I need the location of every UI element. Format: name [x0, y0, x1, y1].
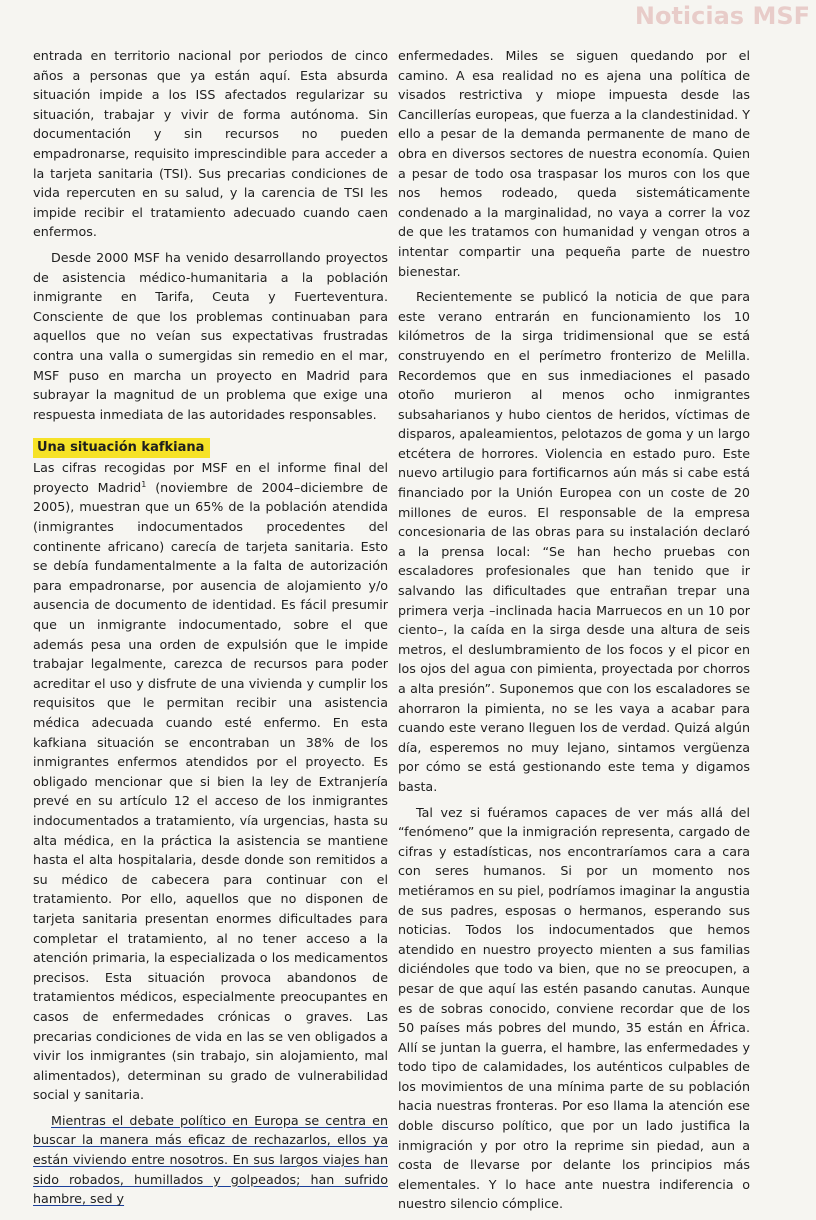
paragraph: Mientras el debate político en Europa se centra en buscar la manera más eficaz de rechazarlos, ellos ya están viviendo entre nosotros. En sus largos viajes han sido robados, humillados y golpeados; han sufrido hambre, sed y [33, 1112, 388, 1207]
paragraph: Desde 2000 MSF ha venido desarrollando proyectos de asistencia médico-humanitaria a la población inmigrante en Tarifa, Ceuta y Fuerteventura. Consciente de que los problemas continuaban para aquellos que no veían sus expectativas frustradas contra una valla o sumergidas sin remedio en el mar, MSF puso en marcha un proyecto en Madrid para subrayar la magnitud de un problema que exige una respuesta inmediata de las autoridades responsables. [33, 249, 388, 422]
paragraph-text: Las cifras recogidas por MSF en el informe final del proyecto Madrid [33, 460, 388, 495]
left-column [33, 46, 388, 1215]
bleed-through-header: Noticias MSF [634, 2, 810, 30]
paragraph-text: (noviembre de 2004–diciembre de 2005), muestran que un 65% de la población atendida (inmigrantes indocumentados procedentes del continente africano) carecía de tarjeta sanitaria. Esto se debía fundamentalmente a la falta de autorización para empadronarse, por ausencia de alojamiento y/o ausencia de documento de identidad. Es fácil presumir que un inmigrante indocumentado, sobre el que además pesa una orden de expulsión que le impide trabajar legalmente, carezca de recursos para poder acreditar el uso y disfrute de una vivienda y cumplir los requisitos que le permitan recibir una asistencia médica adecuada cuando esté enfermo. En esta kafkiana situación se encontraban un 38% de los inmigrantes enfermos atendidos por el proyecto. Es obligado mencionar que si bien la ley de Extranjería prevé en su artículo 12 el acceso de los inmigrantes indocumentados a tratamiento, vía urgencias, hasta su alta médica, en la práctica la asistencia se mantiene hasta el alta hospitalaria, desde donde son remitidos a su médico de cabecera para continuar con el tratamiento. Por ello, aquellos que no disponen de tarjeta sanitaria presentan enormes dificultades para completar el tratamiento, al no tener acceso a la atención primaria, la especializada o los medicamentos precisos. Esta situación provoca abandonos de tratamientos médicos, especialmente preocupantes en casos de enfermedades crónicas o graves. Las precarias condiciones de vida en las se ven obligados a vivir los inmigrantes (sin trabajo, sin alojamiento, mal alimentados), determinan su grado de vulnerabilidad social y sanitaria. [33, 479, 388, 1103]
paragraph: entrada en territorio nacional por periodos de cinco años a personas que ya están aquí. Esta absurda situación impide a los ISS afectados regularizar su situación, trabajar y vivir de forma autónoma. Sin documentación y sin recursos no pueden empadronarse, requisito imprescindible para acceder a la tarjeta sanitaria (TSI). Sus precarias condiciones de vida repercuten en su salud, y la carencia de TSI les impide recibir el tratamiento adecuado cuando caen enfermos. [33, 48, 388, 240]
paragraph [33, 458, 388, 1105]
paragraph: Tal vez si fuéramos capaces de ver más allá del “fenómeno” que la inmigración representa, cargado de cifras y estadísticas, nos encontraríamos cara a cara con seres humanos. Si por un momento nos metiéramos en su piel, podríamos imaginar la angustia de sus padres, esposas o hermanos, esperando sus noticias. Todos los indocumentados que hemos atendido en nuestro proyecto mienten a sus familias diciéndoles que todo va bien, que no se preocupen, a pesar de que aquí las estén pasando canutas. Aunque es de sobras conocido, conviene recordar que de los 50 países más pobres del mundo, 35 están en África. Allí se juntan la guerra, el hambre, las enfermedades y todo tipo de calamidades, los auténticos culpables de los movimientos de una mínima parte de su población hacia nuestras fronteras. Por eso llama la atención ese doble discurso político, que por un lado justifica la inmigración y por otro la reprime sin piedad, aun a costa de llevarse por delante los principios más elementales. Y lo hace ante nuestra indiferencia o nuestro silencio cómplice. [398, 804, 750, 1212]
paragraph: enfermedades. Miles se siguen quedando por el camino. A esa realidad no es ajena una política de visados restrictiva y miope impuesta desde las Cancillerías europeas, que fuerza a la clandestinidad. Y ello a pesar de la demanda permanente de mano de obra en diversos sectores de nuestra economía. Quien a pesar de todo osa traspasar los muros con los que nos hemos rodeado, queda sistemáticamente condenado a la marginalidad, no vaya a correr la voz de que les tratamos con humanidad y vengan otros a intentar compartir una pequeña parte de nuestro bienestar. [398, 48, 750, 279]
paragraph: Recientemente se publicó la noticia de que para este verano entrarán en funcionamiento los 10 kilómetros de la sirga tridimensional que se está construyendo en el perímetro fronterizo de Melilla. Recordemos que en sus inmediaciones el pasado otoño murieron al menos ocho inmigrantes subsaharianos y hubo cientos de heridos, víctimas de disparos, apaleamientos, pelotazos de goma y un largo etcétera de horrores. Violencia en estado puro. Este nuevo artilugio para fortificarnos aún más si cabe está financiado por la Unión Europea con un coste de 20 millones de euros. El responsable de la empresa concesionaria de las obras para su instalación declaró a la prensa local: “Se han hecho pruebas con escaladores profesionales que han tenido que ir salvando las dificultades que entrañan trepar una primera verja –inclinada hacia Marruecos en un 10 por ciento–, la caída en la sirga desde una altura de seis metros, el deslumbramiento de los focos y el picor en los ojos del agua con pimienta, proyectada por chorros a alta presión”. Suponemos que con los escaladores se ahorraron la pimienta, no se les vaya a acabar para cuando este verano lleguen los de verdad. Quizá algún día, esperemos no muy lejano, sintamos vergüenza por cómo se está gestionando este tema y digamos basta. [398, 289, 750, 794]
right-column [398, 46, 750, 1220]
footnote-marker: 1 [141, 479, 147, 489]
section-heading: Una situación kafkiana [33, 438, 210, 458]
